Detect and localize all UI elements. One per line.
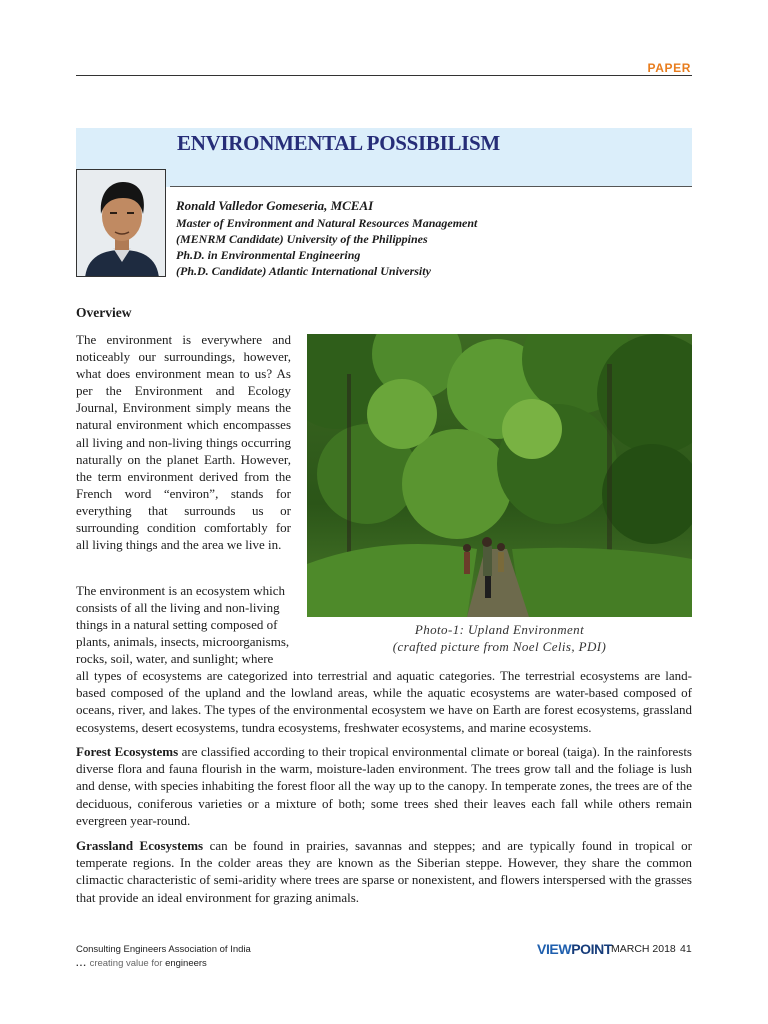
- forest-term: Forest Ecosystems: [76, 744, 179, 759]
- caption-line: Photo-1: Upland Environment: [414, 622, 585, 637]
- overview-paragraph-1: The environment is everywhere and noticeably our surroundings, however, what does environment mean to us? As per the Environment and Ecology Journal, Environment simply means the natural environment which encompasses all living and non-living things occurring naturally on the planet Earth. However, the term environment derived from the French word “environ”, stands for everything that surrounds us or surrounding condition comfortably for all living things and the area we live in.: [76, 332, 291, 553]
- forest-paragraph: [76, 743, 692, 829]
- header-rule: [76, 75, 692, 76]
- title-rule: [170, 186, 692, 187]
- overview-heading: Overview: [76, 305, 132, 320]
- upland-environment-photo: [307, 334, 692, 617]
- author-name: Ronald Valledor Gomeseria, MCEAI: [176, 198, 374, 213]
- tagline-emphasis: engineers: [165, 958, 207, 969]
- logo-view: VIEW: [537, 941, 572, 957]
- overview-paragraph-2-rest: all types of ecosystems are categorized into terrestrial and aquatic categories. The terrestrial ecosystems are land-based composed of the upland and the lowland areas, while the aquatic ecosystems are water-based composed of oceans, river, and lakes. The types of the environmental ecosystem we have on Earth are forest ecosystems, grassland ecosystems, desert ecosystems, tundra ecosystems, freshwater ecosystems, and marine ecosystems.: [76, 668, 692, 735]
- forest-text: are classified according to their tropical environmental climate or boreal (taiga). In the rainforests diverse flora and fauna flourish in the warm, moisture-laden environment. The trees grow tall and the foliage is lush and dense, with species inhabiting the forest floor all the way up to the canopy. In temperate zones, the trees are of the deciduous, coniferous varieties or a mixture of both; some trees shed their leaves each fall while others remain evergreen year-round.: [76, 744, 692, 828]
- viewpoint-logo: [537, 941, 612, 957]
- overview-paragraph-2-start: The environment is an ecosystem which consists of all the living and non-living things in a natural setting composed of plants, animals, insects, microorganisms, rocks, soil, water, and sunlight; where: [76, 583, 290, 667]
- author-credential: (MENRM Candidate) University of the Philippines: [176, 232, 428, 246]
- tagline-text: creating value for: [89, 958, 163, 969]
- author-credential: Ph.D. in Environmental Engineering: [176, 248, 361, 262]
- page-number: 41: [680, 943, 692, 955]
- author-credential: Master of Environment and Natural Resources Management: [176, 216, 478, 230]
- footer-tagline: [76, 958, 207, 969]
- section-label: PAPER: [647, 61, 691, 75]
- photo-caption: [307, 621, 692, 655]
- author-credential: (Ph.D. Candidate) Atlantic International University: [176, 264, 431, 278]
- caption-line: (crafted picture from Noel Celis, PDI): [392, 639, 607, 654]
- grassland-paragraph: [76, 837, 692, 906]
- article-title: ENVIRONMENTAL POSSIBILISM: [177, 131, 500, 155]
- logo-point: POINT: [571, 941, 612, 957]
- author-block: [176, 197, 477, 279]
- footer-organization: Consulting Engineers Association of India: [76, 944, 251, 955]
- grassland-text: can be found in prairies, savannas and steppes; and are typically found in tropical or temperate regions. In the colder areas they are known as the Siberian steppe. However, they share the common climactic characteristic of semi-aridity where trees are sparse or nonexistent, and flowers interspersed with the grasses that provide an ideal environment for grazing animals.: [76, 838, 692, 905]
- tagline-dots: ...: [76, 958, 87, 969]
- issue-date: MARCH 2018: [611, 943, 676, 955]
- grassland-term: Grassland Ecosystems: [76, 838, 204, 853]
- author-portrait: [76, 169, 166, 277]
